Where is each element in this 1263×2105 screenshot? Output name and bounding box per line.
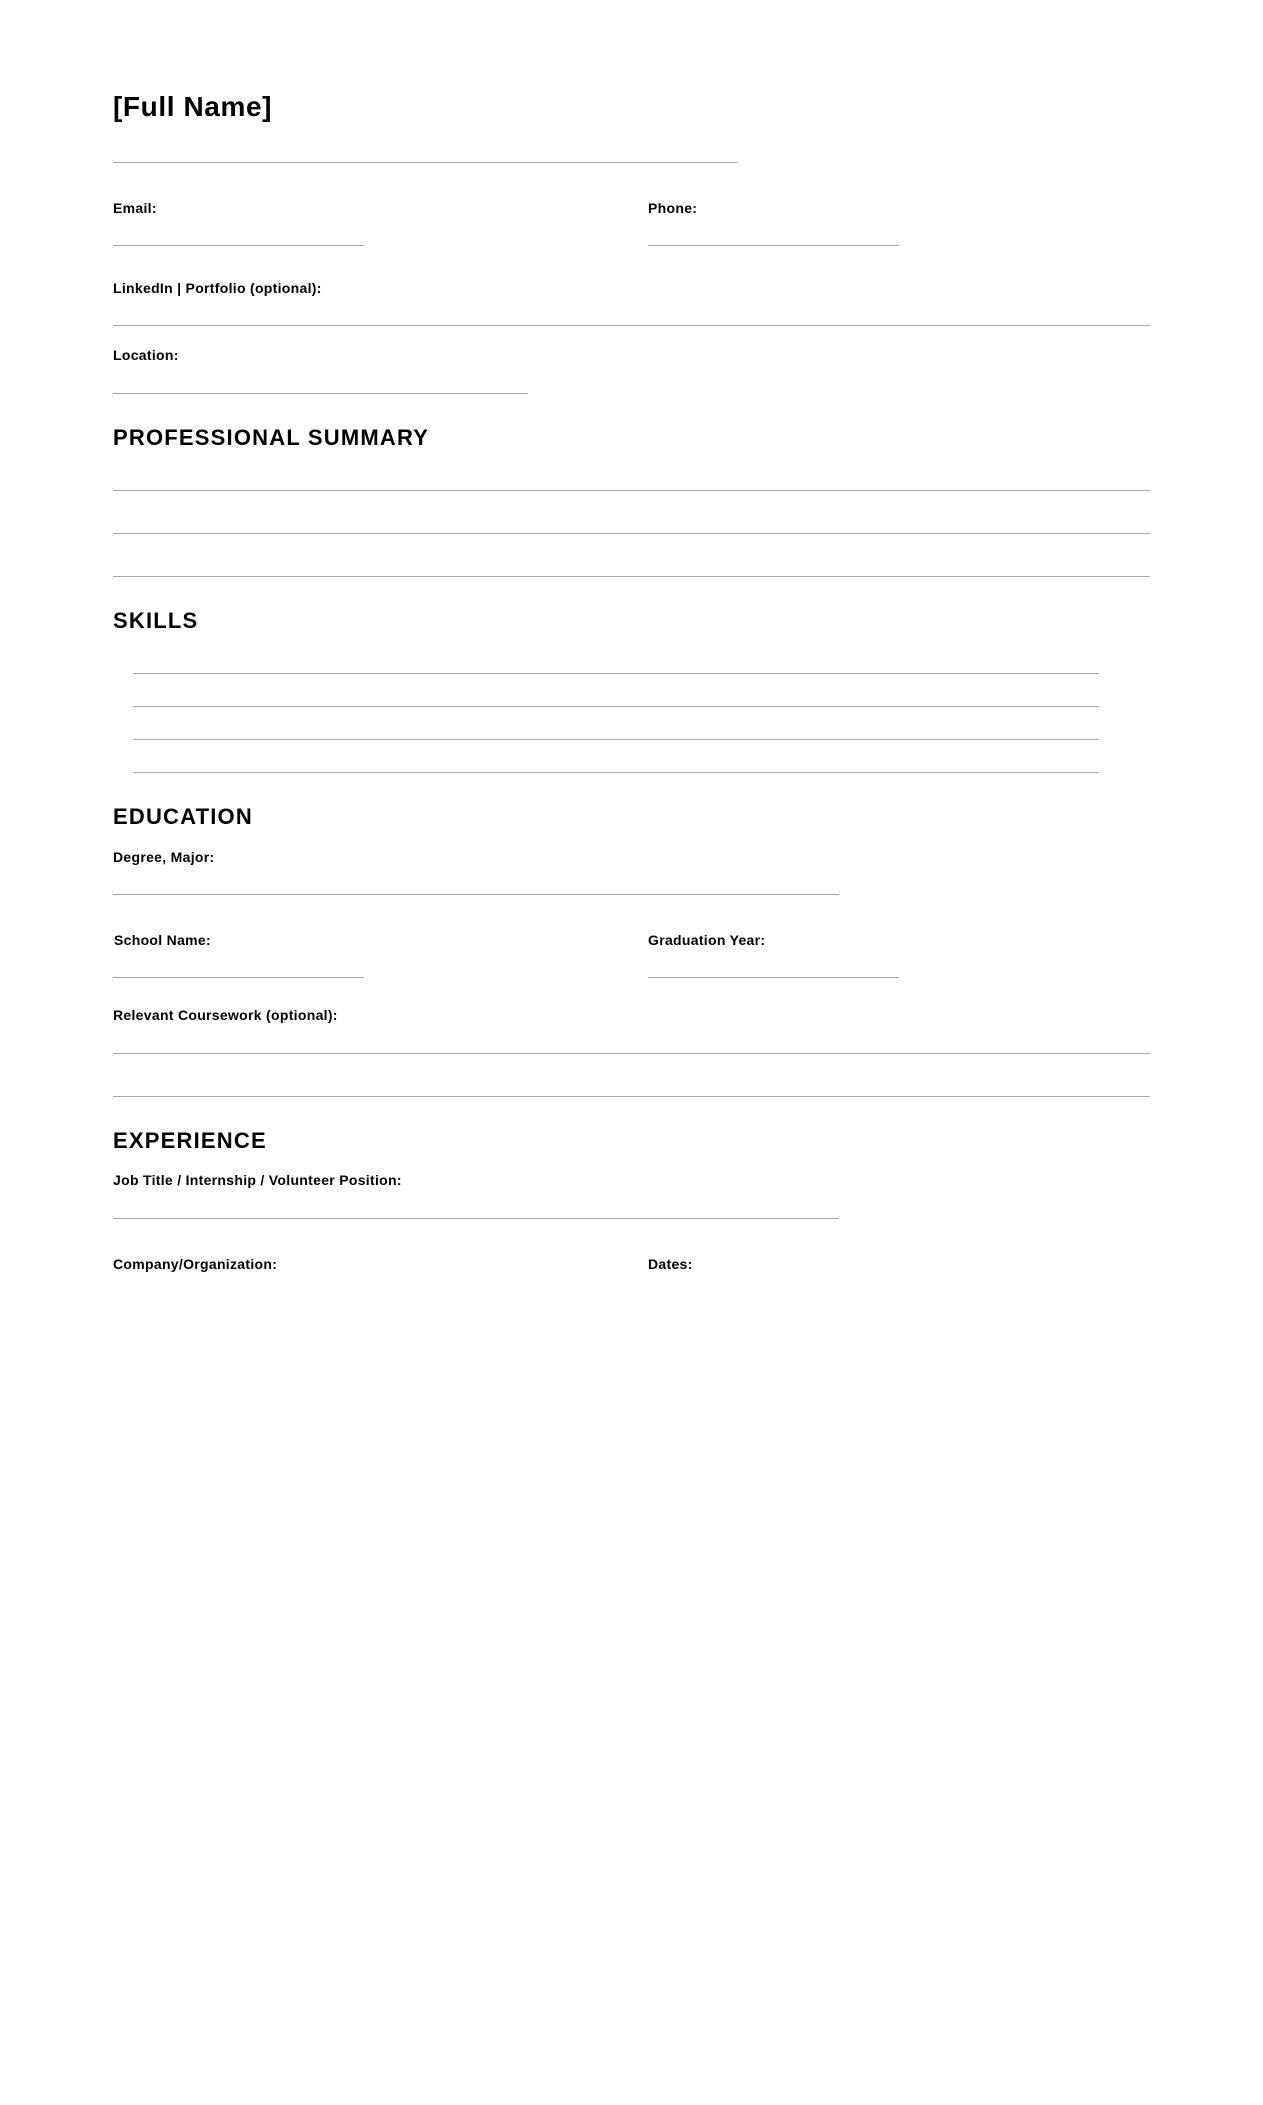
skills-line-1[interactable]: [133, 673, 1099, 674]
education-heading: EDUCATION: [113, 804, 253, 829]
job-title-field[interactable]: [113, 1218, 839, 1219]
dates-label: Dates:: [648, 1256, 693, 1272]
coursework-line-1[interactable]: [113, 1053, 1150, 1054]
skills-line-2[interactable]: [133, 706, 1099, 707]
professional-summary-heading: PROFESSIONAL SUMMARY: [113, 425, 430, 450]
skills-heading: SKILLS: [113, 608, 199, 633]
location-label: Location:: [113, 347, 179, 363]
name-underline: [113, 162, 737, 163]
summary-line-3[interactable]: [113, 576, 1150, 577]
coursework-line-2[interactable]: [113, 1096, 1150, 1097]
degree-field[interactable]: [113, 894, 839, 895]
summary-line-2[interactable]: [113, 533, 1150, 534]
skills-line-4[interactable]: [133, 772, 1099, 773]
summary-line-1[interactable]: [113, 490, 1150, 491]
school-name-label: School Name:: [114, 932, 211, 948]
job-title-label: Job Title / Internship / Volunteer Position:: [113, 1172, 402, 1188]
phone-label: Phone:: [648, 200, 698, 216]
school-name-field[interactable]: [113, 977, 364, 978]
full-name-title: [Full Name]: [113, 91, 273, 122]
location-field[interactable]: [113, 393, 528, 394]
linkedin-label: LinkedIn | Portfolio (optional):: [113, 280, 322, 296]
degree-label: Degree, Major:: [113, 849, 215, 865]
linkedin-field[interactable]: [113, 325, 1150, 326]
graduation-year-label: Graduation Year:: [648, 932, 766, 948]
graduation-year-field[interactable]: [648, 977, 899, 978]
experience-heading: EXPERIENCE: [113, 1128, 267, 1153]
skills-line-3[interactable]: [133, 739, 1099, 740]
coursework-label: Relevant Coursework (optional):: [113, 1007, 338, 1023]
company-label: Company/Organization:: [113, 1256, 278, 1272]
email-label: Email:: [113, 200, 157, 216]
email-field[interactable]: [113, 245, 364, 246]
phone-field[interactable]: [648, 245, 899, 246]
